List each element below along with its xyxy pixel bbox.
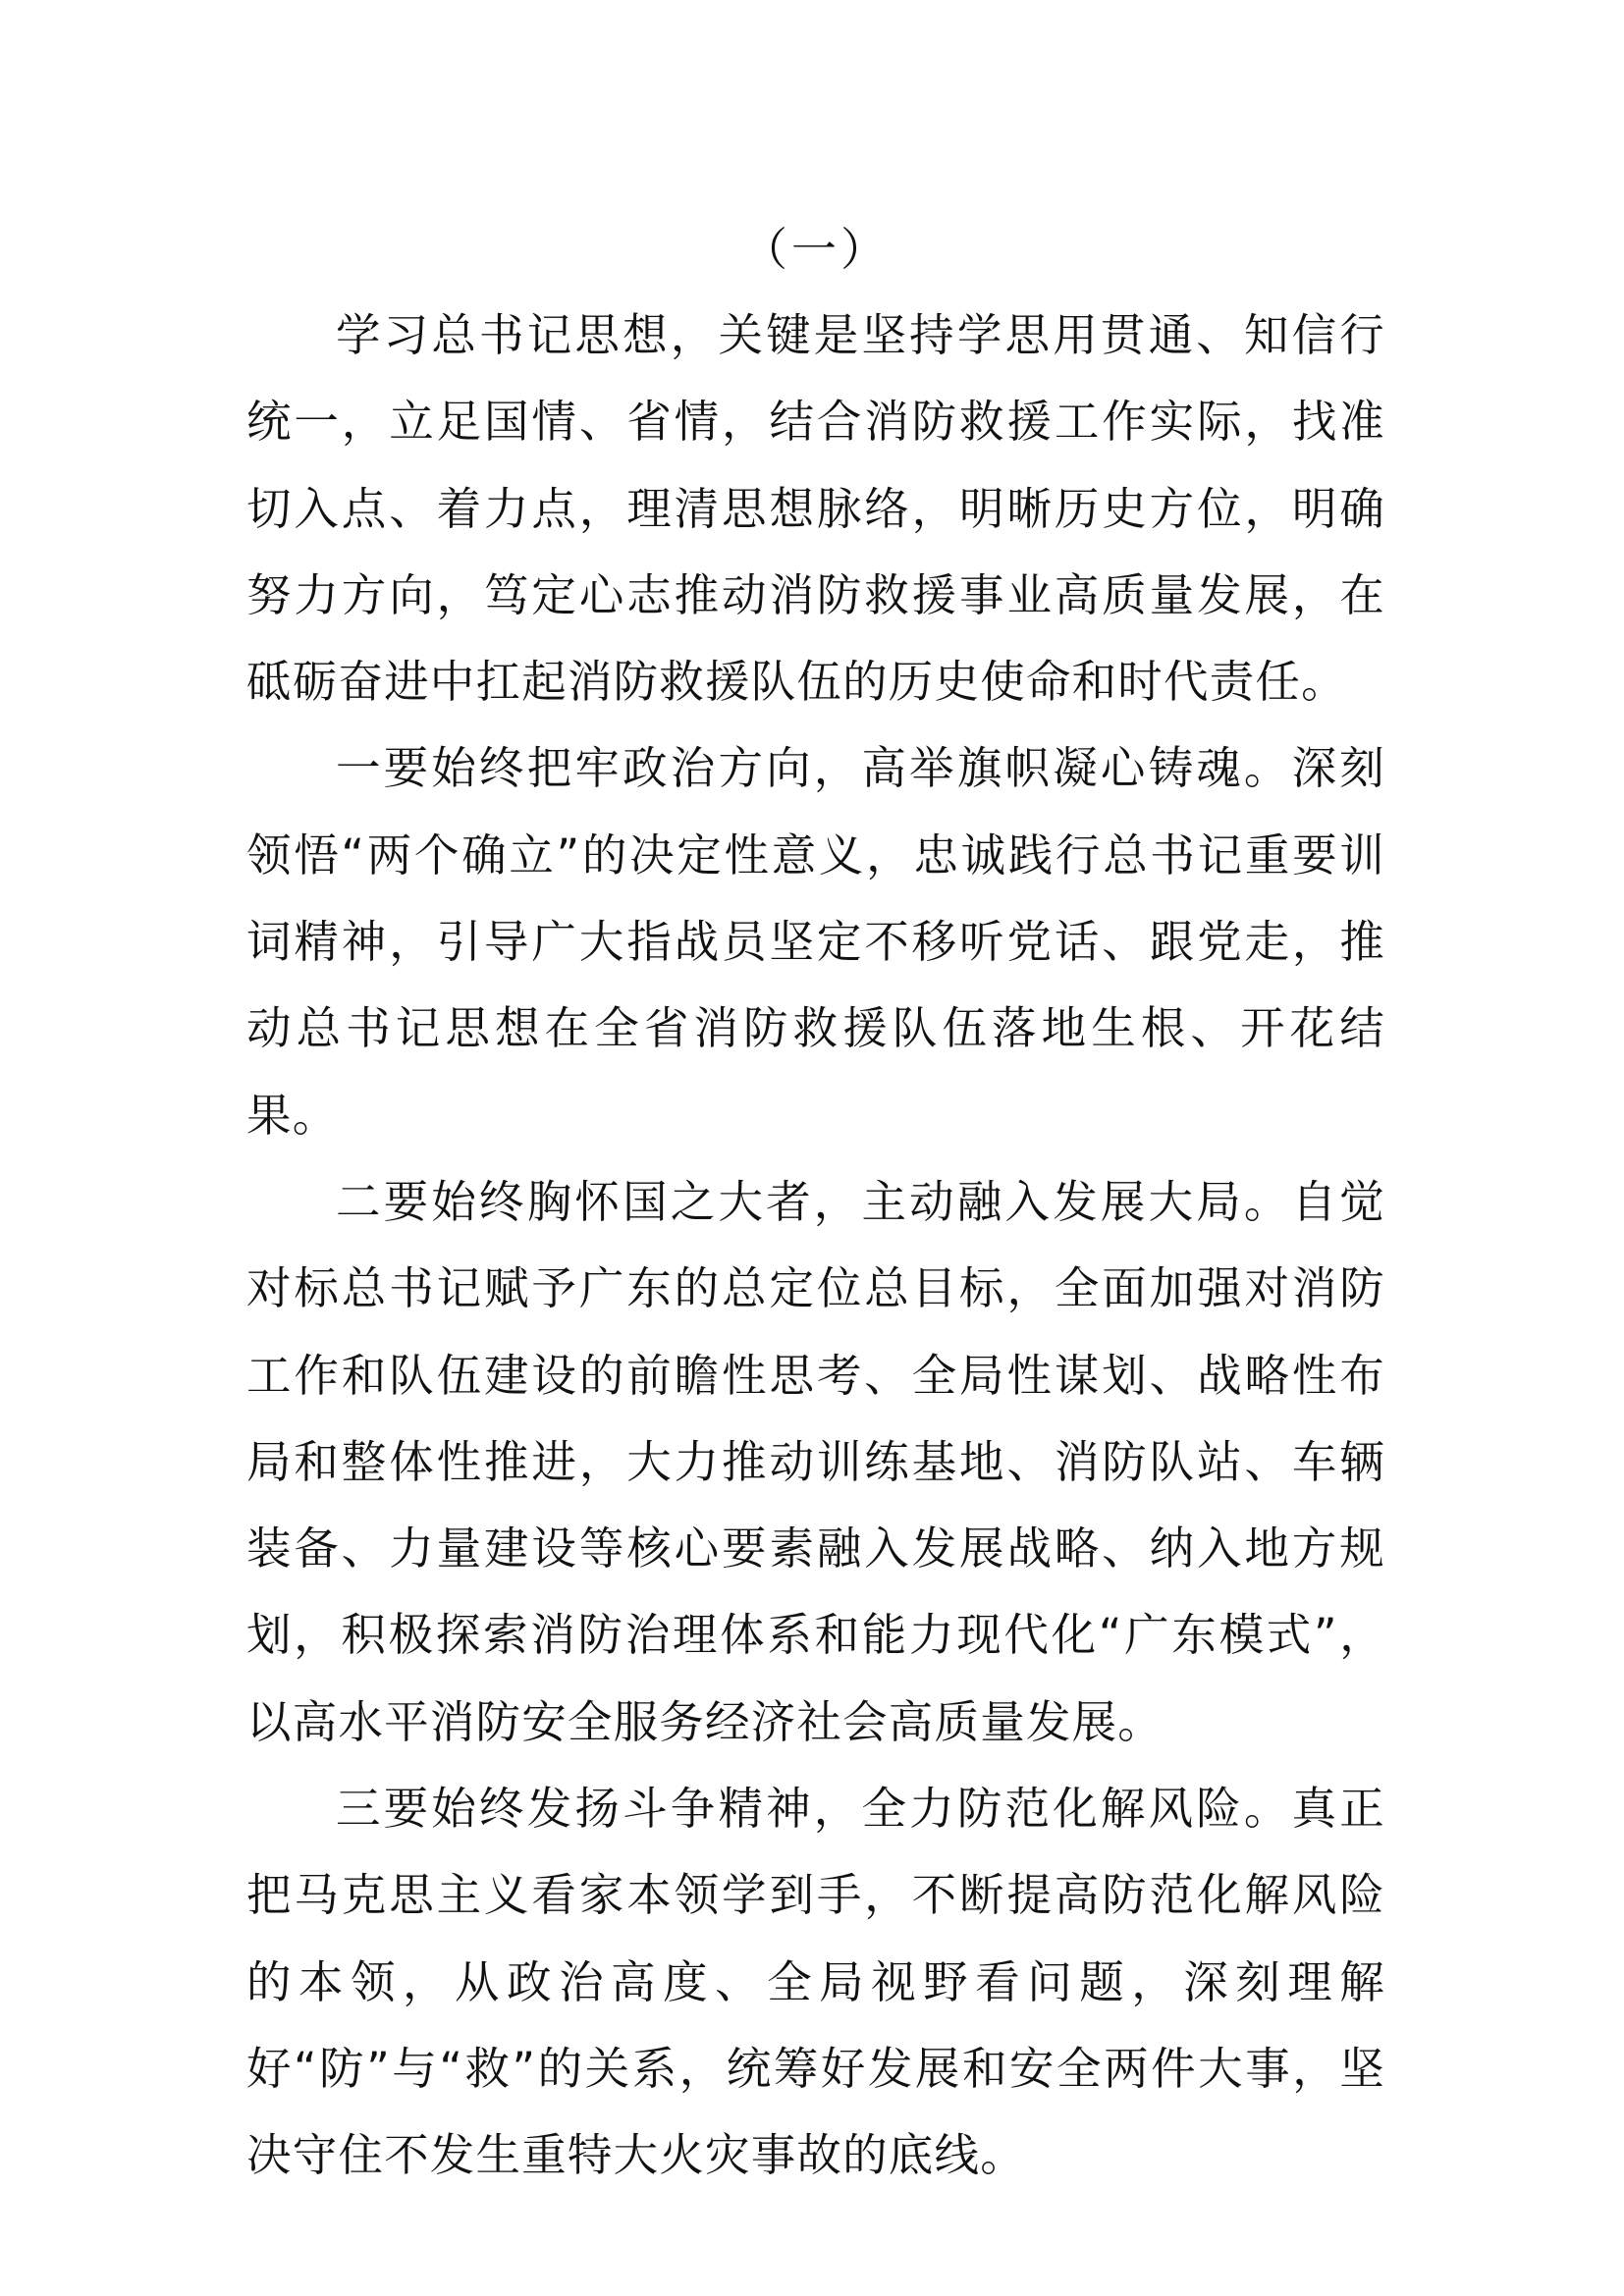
paragraph-point-two: 二要始终胸怀国之大者，主动融入发展大局。自觉对标总书记赋予广东的总定位总目标，全面加强对消防工作和队伍建设的前瞻性思考、全局性谋划、战略性布局和整体性推进，大力推动训练基地、消防队站、车辆装备、力量建设等核心要素融入发展战略、纳入地方规划，积极探索消防治理体系和能力现代化“广东模式”，以高水平消防安全服务经济社会高质量发展。	[246, 1175, 1385, 1748]
paragraph-intro: 学习总书记思想，关键是坚持学思用贯通、知信行统一，立足国情、省情，结合消防救援工作实际，找准切入点、着力点，理清思想脉络，明晰历史方位，明确努力方向，笃定心志推动消防救援事业高质量发展，在砥砺奋进中扛起消防救援队伍的历史使命和时代责任。	[246, 309, 1385, 709]
document-body	[246, 206, 1385, 2200]
section-heading: （一）	[742, 223, 890, 276]
paragraph-point-one: 一要始终把牢政治方向，高举旗帜凝心铸魂。深刻领悟“两个确立”的决定性意义，忠诚践行总书记重要训词精神，引导广大指战员坚定不移听党话、跟党走，推动总书记思想在全省消防救援队伍落地生根、开花结果。	[246, 742, 1385, 1142]
paragraph-point-three: 三要始终发扬斗争精神，全力防范化解风险。真正把马克思主义看家本领学到手，不断提高防范化解风险的本领，从政治高度、全局视野看问题，深刻理解好“防”与“救”的关系，统筹好发展和安全两件大事，坚决守住不发生重特大火灾事故的底线。	[246, 1783, 1385, 2182]
